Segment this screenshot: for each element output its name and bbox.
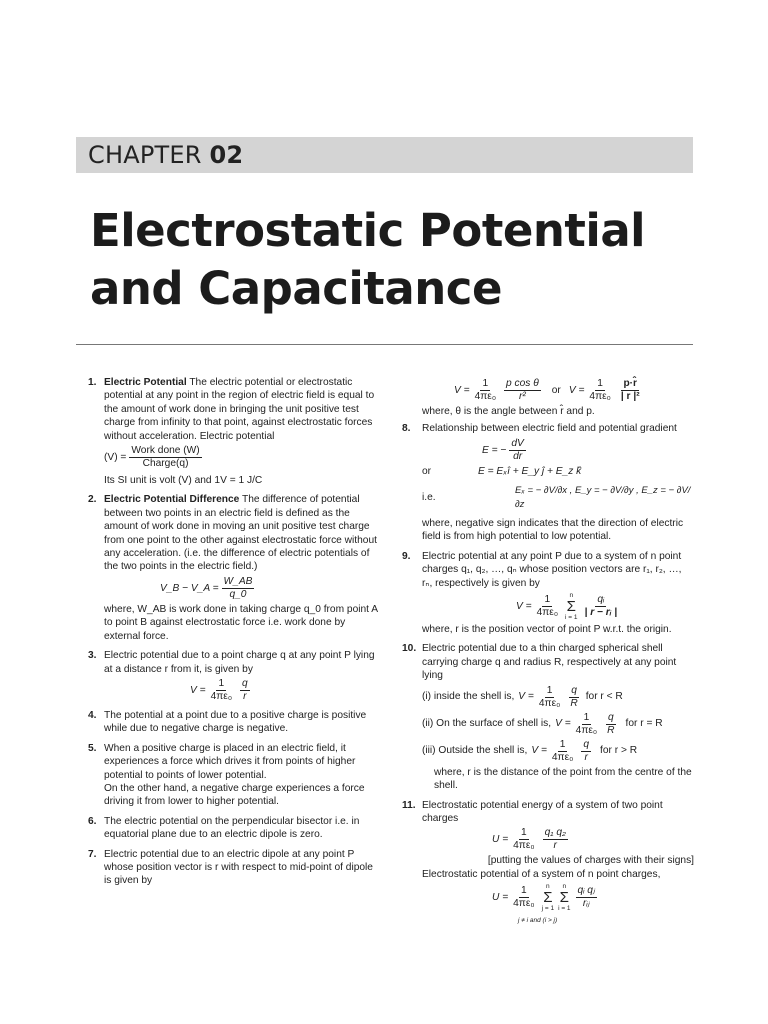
item-7	[88, 848, 378, 888]
where-text: where, W_AB is work done in taking charge q_0 from point A to point B against electrostatic force i.e. work done by external force.	[104, 603, 378, 642]
equation	[422, 685, 694, 710]
eq-lhs: U =	[492, 891, 509, 903]
chapter-title	[90, 202, 690, 318]
eq-lhs: V =	[531, 745, 547, 757]
denominator: 4πε₀	[474, 391, 497, 402]
denominator: 4πε₀	[513, 840, 535, 852]
where-text: where, r is the position vector of point P w.r.t. the origin.	[422, 624, 672, 636]
item-body: The electric potential or electrostatic potential at any point in the region of electric field is equal to the amount of work done in bringing the unit positive test charge from infinity to that point, against electrostatic forces without acceleration. Electric potential	[104, 377, 375, 442]
denominator: 4πε₀	[538, 697, 561, 709]
where-text: where, r is the distance of the point from the centre of the shell.	[434, 766, 692, 792]
item-2	[88, 493, 378, 643]
summation-icon: n Σ j = 1	[541, 883, 555, 913]
denominator: rᵢⱼ	[582, 898, 590, 910]
eq-lhs: V =	[190, 684, 206, 696]
equation	[104, 576, 378, 601]
fraction	[587, 378, 612, 403]
denominator: 4πε₀	[589, 391, 611, 402]
case-label: (i) inside the shell is,	[422, 691, 515, 703]
item-10	[402, 642, 694, 792]
item-text	[104, 493, 378, 573]
fraction	[605, 712, 616, 737]
where-text: where, θ is the angle between r̂ and p.	[422, 406, 595, 417]
denominator: q_0	[229, 588, 247, 600]
item-number: 6.	[88, 815, 97, 827]
denominator: | r − rᵢ |	[584, 607, 618, 619]
item-text-2: On the other hand, a negative charge experiences a force driving it from lower to higher potential.	[104, 782, 365, 808]
sum-condition: j ≠ i and (i > j)	[518, 917, 558, 925]
numerator: 1	[546, 684, 553, 696]
item-number: 4.	[88, 709, 97, 721]
fraction	[535, 594, 560, 619]
equation-text: E = Eₓî + E_y ĵ + E_z k̂	[478, 465, 582, 477]
eq-lhs: V_B − V_A =	[160, 582, 219, 594]
numerator: q	[571, 684, 577, 696]
item-text: Relationship between electric field and potential gradient	[422, 423, 677, 435]
sum-upper: n	[562, 883, 567, 891]
eq-lhs: V =	[555, 718, 571, 730]
title-line-1: Electrostatic Potential	[90, 204, 646, 257]
item-number: 2.	[88, 494, 97, 506]
or-label: or	[422, 465, 432, 477]
chapter-band	[76, 137, 693, 173]
fraction	[473, 378, 498, 403]
numerator: dV	[511, 437, 524, 449]
fraction	[619, 378, 642, 403]
numerator: q	[607, 711, 614, 723]
numerator: 1	[218, 677, 225, 689]
sum-lower: i = 1	[565, 614, 578, 622]
item-text: Electric potential due to a thin charged spherical shell carrying charge q and radius R, respectively at any point lying	[422, 643, 677, 682]
item-number: 3.	[88, 650, 97, 662]
denominator: 4πε₀	[536, 607, 559, 619]
eq-lhs: (V) =	[104, 451, 127, 463]
item-text: Electric potential due to a point charge q at any point P lying at a distance r from it, is given by	[104, 650, 375, 675]
sum-upper: n	[546, 883, 550, 891]
item-1	[88, 376, 378, 487]
item-body: The difference of potential between two points in an electric field is defined as the amount of work done in moving an unit positive test charge from one point to the other against electrostatic force without any acceleration. (i.e. the difference of electric potentials of the two points in the electric field.)	[104, 494, 377, 573]
equation	[422, 739, 694, 764]
fraction	[543, 827, 568, 852]
numerator: q	[583, 738, 590, 750]
numerator: 1	[559, 738, 566, 750]
chapter-number: 02	[209, 141, 244, 169]
item-text: The potential at a point due to a positive charge is positive while due to negative charge is negative.	[104, 709, 367, 735]
condition: for r < R	[585, 691, 623, 703]
eq-lhs: U =	[492, 834, 509, 846]
item-11	[402, 799, 694, 928]
equation	[422, 827, 694, 852]
numerator: 1	[521, 885, 527, 897]
denominator: 4πε₀	[513, 898, 535, 910]
fraction	[209, 678, 234, 703]
fraction	[129, 445, 201, 470]
denominator: R	[607, 724, 615, 736]
denominator: 4πε₀	[575, 724, 598, 736]
fraction	[574, 712, 599, 737]
equation-text: Eₓ = − ∂V/∂x , E_y = − ∂V/∂y , E_z = − ∂V/∂z	[514, 485, 691, 510]
denominator: r	[553, 840, 557, 852]
fraction	[537, 685, 562, 710]
left-column	[88, 376, 378, 894]
condition: for r = R	[625, 718, 663, 730]
equation	[422, 883, 694, 912]
item-4	[88, 709, 378, 736]
equation	[422, 438, 694, 463]
numerator: 1	[482, 378, 489, 389]
item-number: 8.	[402, 423, 411, 435]
denominator: r	[584, 751, 588, 763]
denominator: 4πε₀	[210, 690, 233, 702]
fraction	[550, 739, 575, 764]
condition: for r > R	[600, 745, 638, 757]
summation-icon: n Σ i = 1	[565, 592, 578, 622]
numerator: 1	[597, 378, 603, 389]
equation	[422, 712, 694, 737]
fraction	[504, 378, 541, 403]
item-8	[402, 422, 694, 543]
item-text	[104, 376, 378, 443]
item-text: Electric potential due to an electric dipole at any point P whose position vector is r with respect to mid-point of dipole is given by	[104, 848, 373, 887]
denominator: dr	[513, 450, 523, 462]
equation	[422, 465, 694, 478]
item-number: 9.	[402, 550, 411, 562]
item-text: Electrostatic potential energy of a system of two point charges	[422, 799, 663, 824]
eq-lhs: V =	[568, 384, 585, 396]
numerator: 1	[544, 594, 551, 606]
eq-lhs: V =	[454, 384, 470, 396]
item-text-2: Electrostatic potential of a system of n point charges,	[422, 868, 661, 880]
item-3	[88, 649, 378, 703]
note-text: [putting the values of charges with their signs]	[487, 855, 694, 867]
chapter-label: CHAPTER	[88, 141, 202, 169]
numerator: q	[242, 677, 248, 689]
item-text: When a positive charge is placed in an electric field, it experiences a force which drives it from points of higher potential to points of lower potential.	[104, 742, 356, 781]
si-unit-text: Its SI unit is volt (V) and 1V = 1 J/C	[104, 475, 263, 487]
denominator: Charge(q)	[142, 458, 189, 470]
item-heading: Electric Potential	[104, 377, 187, 388]
ie-label: i.e.	[422, 491, 436, 503]
numerator: qᵢ	[597, 594, 605, 606]
item-6	[88, 815, 378, 842]
right-column	[402, 376, 694, 934]
denominator: | r |²	[620, 391, 640, 402]
fraction	[511, 827, 536, 852]
fraction	[583, 594, 620, 619]
numerator: p cos θ	[506, 378, 539, 389]
numerator: 1	[521, 827, 527, 839]
sum-lower: i = 1	[558, 905, 571, 913]
item-number: 5.	[88, 742, 97, 754]
item-number: 11.	[402, 799, 416, 811]
item-7-continued	[402, 378, 694, 418]
item-5	[88, 742, 378, 809]
equation	[402, 378, 694, 403]
fraction	[511, 885, 536, 910]
item-number: 1.	[88, 377, 97, 388]
item-number: 7.	[88, 848, 97, 860]
item-number: 10.	[402, 643, 417, 655]
equation	[104, 678, 378, 703]
numerator: q₁ q₂	[544, 827, 566, 839]
case-label: (iii) Outside the shell is,	[422, 745, 528, 757]
title-line-2: and Capacitance	[90, 262, 502, 315]
item-9	[402, 550, 694, 637]
fraction	[568, 685, 579, 710]
equation	[104, 445, 378, 470]
denominator: r²	[519, 391, 526, 402]
item-text: Electric potential at any point P due to a system of n point charges q₁, q₂, …, qₙ whose position vectors are r₁, r₂, …, rₙ, respectively is given by	[422, 550, 682, 589]
numerator: qᵢ qⱼ	[577, 885, 595, 897]
denominator: 4πε₀	[551, 751, 574, 763]
numerator: p·r̂	[623, 378, 638, 389]
fraction	[240, 678, 250, 703]
case-label: (ii) On the surface of shell is,	[422, 718, 552, 730]
equation	[422, 592, 694, 621]
numerator: 1	[583, 711, 590, 723]
summation-icon: n Σ i = 1	[558, 883, 571, 913]
fraction	[509, 438, 525, 463]
item-text: The electric potential on the perpendicular bisector i.e. in equatorial plane due to an electric dipole is zero.	[104, 815, 360, 841]
eq-lhs: V =	[516, 600, 532, 612]
denominator: r	[243, 690, 247, 702]
or-label: or	[551, 384, 561, 396]
numerator: Work done (W)	[131, 445, 200, 457]
numerator: W_AB	[223, 575, 253, 587]
item-heading: Electric Potential Difference	[104, 494, 240, 506]
equation	[422, 484, 694, 511]
chapter-heading	[88, 141, 243, 169]
fraction	[222, 576, 255, 601]
eq-lhs: E = −	[482, 444, 507, 456]
eq-lhs: V =	[518, 691, 534, 703]
sum-lower: j = 1	[541, 905, 555, 913]
where-text: where, negative sign indicates that the direction of electric field is from high potential to low potential.	[422, 518, 684, 543]
fraction	[576, 885, 597, 910]
divider	[76, 344, 693, 345]
sum-upper: n	[569, 592, 574, 600]
fraction	[581, 739, 591, 764]
denominator: R	[570, 697, 578, 709]
